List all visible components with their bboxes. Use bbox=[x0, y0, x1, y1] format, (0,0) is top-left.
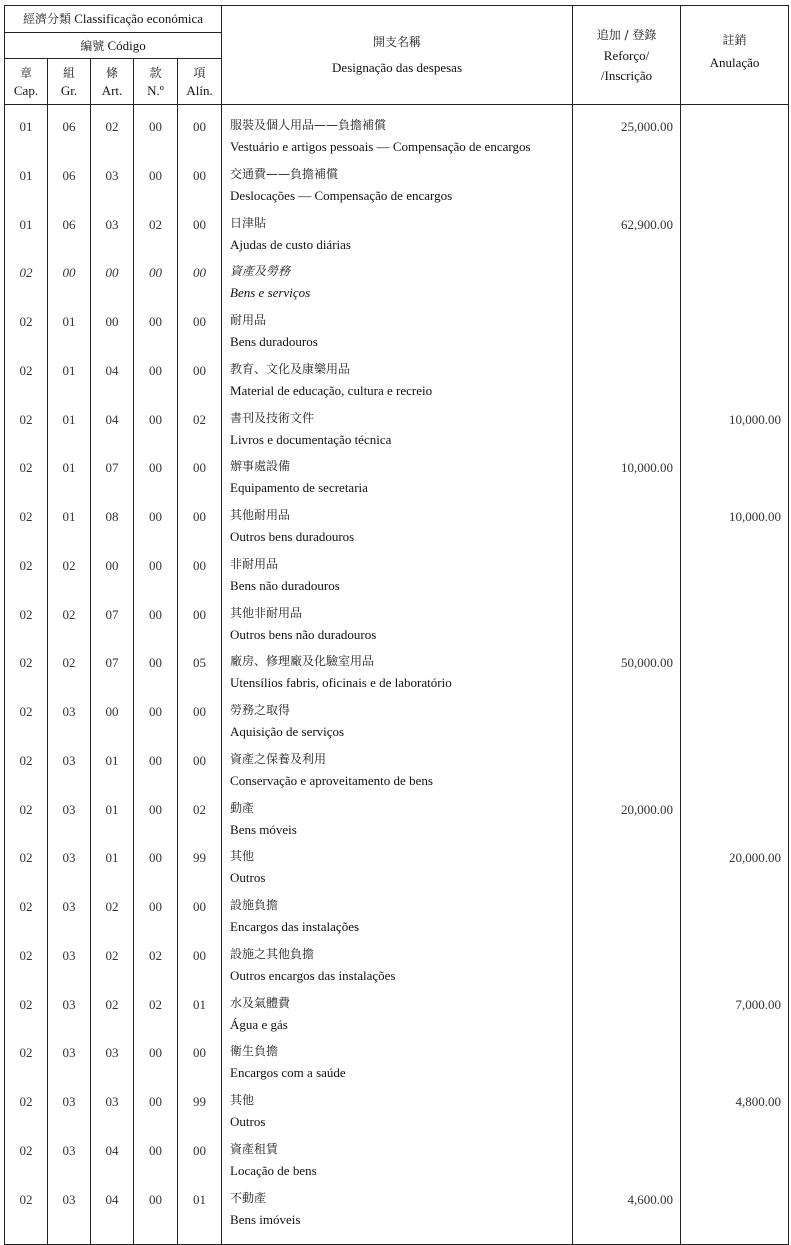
code-gr: 02 bbox=[48, 553, 91, 602]
code-col-header-alin bbox=[178, 59, 222, 105]
designation-cell bbox=[222, 309, 573, 358]
code-gr: 06 bbox=[48, 212, 91, 261]
table-row bbox=[5, 553, 789, 602]
reforco-amount bbox=[573, 504, 681, 553]
code-cap: 02 bbox=[5, 1187, 48, 1236]
code-alin: 00 bbox=[178, 748, 222, 797]
code-n: 00 bbox=[134, 114, 178, 163]
code-alin: 00 bbox=[178, 163, 222, 212]
anulacao-amount bbox=[681, 943, 789, 992]
anulacao-amount bbox=[681, 1040, 789, 1089]
code-n: 00 bbox=[134, 163, 178, 212]
code-gr: 01 bbox=[48, 309, 91, 358]
designation-zh: 教育、文化及康樂用品 bbox=[230, 361, 351, 376]
designation-pt: Bens móveis bbox=[230, 821, 297, 837]
code-cap: 02 bbox=[5, 358, 48, 407]
anulacao-amount: 20,000.00 bbox=[681, 845, 789, 894]
reforco-amount bbox=[573, 1138, 681, 1187]
anulacao-amount bbox=[681, 699, 789, 748]
code-art: 04 bbox=[91, 1138, 134, 1187]
code-gr: 06 bbox=[48, 114, 91, 163]
reforco-header bbox=[573, 6, 681, 105]
designation-zh: 動產 bbox=[230, 800, 255, 815]
code-col-pt: Gr. bbox=[60, 82, 78, 98]
code-cap: 02 bbox=[5, 1138, 48, 1187]
code-art: 07 bbox=[91, 455, 134, 504]
table-row bbox=[5, 1187, 789, 1236]
designation-pt: Outros bbox=[230, 1114, 266, 1129]
designation-pt: Designação das despesas bbox=[332, 60, 463, 75]
code-n: 00 bbox=[134, 1187, 178, 1236]
designation-zh: 非耐用品 bbox=[230, 556, 279, 571]
reforco-amount: 4,600.00 bbox=[573, 1187, 681, 1236]
designation-cell bbox=[222, 650, 573, 699]
anulacao-amount: 7,000.00 bbox=[681, 992, 789, 1041]
designation-zh: 勞務之取得 bbox=[230, 703, 291, 717]
anulacao-amount: 10,000.00 bbox=[681, 407, 789, 456]
designation-cell bbox=[222, 797, 573, 846]
reforco-amount bbox=[573, 699, 681, 748]
designation-pt: Outros bbox=[230, 870, 266, 886]
code-n: 00 bbox=[134, 894, 178, 943]
code-gr: 03 bbox=[48, 1138, 91, 1187]
code-alin: 00 bbox=[178, 212, 222, 261]
code-col-pt: Cap. bbox=[13, 82, 39, 98]
anulacao-amount: 10,000.00 bbox=[681, 504, 789, 553]
code-cap: 01 bbox=[5, 212, 48, 261]
table-row bbox=[5, 699, 789, 748]
code-n: 00 bbox=[134, 1138, 178, 1187]
table-row bbox=[5, 309, 789, 358]
code-col-zh: 章 bbox=[19, 65, 32, 80]
designation-cell bbox=[222, 894, 573, 943]
code-gr: 06 bbox=[48, 163, 91, 212]
table-row bbox=[5, 943, 789, 992]
designation-zh: 其他 bbox=[230, 1093, 255, 1107]
designation-zh: 書刊及技術文件 bbox=[230, 410, 315, 425]
designation-pt: Outros bens duradouros bbox=[230, 529, 355, 544]
code-n: 00 bbox=[134, 260, 178, 309]
code-art: 00 bbox=[91, 699, 134, 748]
code-n: 00 bbox=[134, 553, 178, 602]
reforco-zh: 追加 / 登錄 bbox=[596, 27, 657, 42]
code-n: 00 bbox=[134, 407, 178, 456]
code-cap: 02 bbox=[5, 504, 48, 553]
designation-pt: Bens imóveis bbox=[230, 1211, 301, 1227]
code-col-pt: Alín. bbox=[186, 82, 213, 98]
anulacao-amount bbox=[681, 1187, 789, 1236]
reforco-pt1: Reforço/ bbox=[603, 47, 650, 63]
table-row bbox=[5, 212, 789, 261]
code-n: 00 bbox=[134, 504, 178, 553]
code-gr: 03 bbox=[48, 699, 91, 748]
code-gr: 03 bbox=[48, 1089, 91, 1138]
designation-zh: 辦事處設備 bbox=[230, 459, 291, 474]
designation-pt: Utensílios fabris, oficinais e de laboratório bbox=[230, 675, 452, 691]
anulacao-amount bbox=[681, 309, 789, 358]
reforco-pt2: /Inscrição bbox=[600, 67, 653, 83]
anulacao-amount bbox=[681, 748, 789, 797]
code-gr: 03 bbox=[48, 943, 91, 992]
designation-zh: 開支名稱 bbox=[373, 35, 422, 49]
designation-cell bbox=[222, 1040, 573, 1089]
code-col-header-gr bbox=[48, 59, 91, 105]
code-alin: 99 bbox=[178, 845, 222, 894]
code-gr: 03 bbox=[48, 845, 91, 894]
designation-zh: 廠房、修理廠及化驗室用品 bbox=[230, 654, 375, 669]
designation-zh: 資產及勞務 bbox=[230, 264, 291, 279]
reforco-amount bbox=[573, 943, 681, 992]
code-art: 00 bbox=[91, 260, 134, 309]
code-n: 00 bbox=[134, 845, 178, 894]
code-col-zh: 條 bbox=[105, 65, 118, 80]
code-gr: 02 bbox=[48, 650, 91, 699]
anulacao-amount bbox=[681, 114, 789, 163]
reforco-amount bbox=[573, 748, 681, 797]
code-art: 00 bbox=[91, 553, 134, 602]
designation-pt: Outros bens não duradouros bbox=[230, 626, 377, 642]
table-row bbox=[5, 260, 789, 309]
reforco-amount: 62,900.00 bbox=[573, 212, 681, 261]
code-cap: 02 bbox=[5, 1040, 48, 1089]
code-cap: 02 bbox=[5, 748, 48, 797]
reforco-amount bbox=[573, 1089, 681, 1138]
code-alin: 01 bbox=[178, 992, 222, 1041]
code-alin: 99 bbox=[178, 1089, 222, 1138]
designation-cell bbox=[222, 358, 573, 407]
code-alin: 02 bbox=[178, 797, 222, 846]
reforco-amount bbox=[573, 992, 681, 1041]
code-art: 00 bbox=[91, 309, 134, 358]
code-cap: 02 bbox=[5, 845, 48, 894]
code-cap: 02 bbox=[5, 699, 48, 748]
code-cap: 02 bbox=[5, 797, 48, 846]
table-row bbox=[5, 1089, 789, 1138]
designation-cell bbox=[222, 1187, 573, 1236]
code-cap: 02 bbox=[5, 650, 48, 699]
code-art: 02 bbox=[91, 114, 134, 163]
designation-zh: 水及氣體費 bbox=[230, 995, 291, 1010]
code-art: 04 bbox=[91, 407, 134, 456]
code-art: 03 bbox=[91, 1040, 134, 1089]
code-art: 02 bbox=[91, 943, 134, 992]
designation-cell bbox=[222, 260, 573, 309]
reforco-amount: 10,000.00 bbox=[573, 455, 681, 504]
code-cap: 02 bbox=[5, 455, 48, 504]
econ-class-header bbox=[5, 6, 222, 33]
code-alin: 00 bbox=[178, 553, 222, 602]
code-alin: 00 bbox=[178, 358, 222, 407]
code-art: 01 bbox=[91, 797, 134, 846]
budget-sheet bbox=[4, 5, 788, 1227]
designation-zh: 耐用品 bbox=[230, 313, 267, 327]
table-row bbox=[5, 407, 789, 456]
code-art: 02 bbox=[91, 894, 134, 943]
code-col-header-n bbox=[134, 59, 178, 105]
code-n: 00 bbox=[134, 748, 178, 797]
designation-zh: 交通費——負擔補償 bbox=[230, 166, 339, 181]
designation-zh: 設施之其他負擔 bbox=[230, 946, 315, 961]
anulacao-amount bbox=[681, 212, 789, 261]
econ-class-pt: Classificação económica bbox=[74, 11, 204, 26]
designation-zh: 資產之保養及利用 bbox=[230, 751, 327, 766]
budget-table bbox=[4, 5, 789, 1245]
code-gr: 01 bbox=[48, 504, 91, 553]
code-art: 01 bbox=[91, 845, 134, 894]
designation-cell bbox=[222, 699, 573, 748]
anulacao-pt: Anulação bbox=[709, 55, 760, 70]
code-gr: 03 bbox=[48, 1040, 91, 1089]
code-cap: 02 bbox=[5, 894, 48, 943]
table-row bbox=[5, 992, 789, 1041]
anulacao-amount bbox=[681, 650, 789, 699]
designation-zh: 衛生負擔 bbox=[230, 1044, 279, 1059]
code-alin: 00 bbox=[178, 894, 222, 943]
code-col-pt: N.º bbox=[147, 82, 164, 98]
code-gr: 03 bbox=[48, 992, 91, 1041]
table-row bbox=[5, 894, 789, 943]
code-cap: 02 bbox=[5, 943, 48, 992]
table-row bbox=[5, 455, 789, 504]
code-col-header-art bbox=[91, 59, 134, 105]
code-art: 04 bbox=[91, 1187, 134, 1236]
code-group-header bbox=[5, 33, 222, 59]
code-n: 00 bbox=[134, 1040, 178, 1089]
code-gr: 01 bbox=[48, 407, 91, 456]
designation-zh: 資產租賃 bbox=[230, 1141, 279, 1156]
code-n: 00 bbox=[134, 699, 178, 748]
designation-pt: Encargos das instalações bbox=[230, 919, 360, 934]
designation-cell bbox=[222, 1089, 573, 1138]
designation-pt: Aquisição de serviços bbox=[230, 724, 345, 739]
designation-zh: 設施負擔 bbox=[230, 898, 279, 912]
designation-zh: 其他 bbox=[230, 849, 255, 864]
code-art: 02 bbox=[91, 992, 134, 1041]
code-alin: 00 bbox=[178, 602, 222, 651]
code-gr: 03 bbox=[48, 894, 91, 943]
code-group-zh: 編號 bbox=[80, 38, 105, 53]
reforco-amount bbox=[573, 260, 681, 309]
code-gr: 01 bbox=[48, 455, 91, 504]
designation-cell bbox=[222, 748, 573, 797]
reforco-amount bbox=[573, 309, 681, 358]
anulacao-amount bbox=[681, 260, 789, 309]
econ-class-zh: 經濟分類 bbox=[22, 12, 71, 26]
code-alin: 00 bbox=[178, 1040, 222, 1089]
code-n: 02 bbox=[134, 992, 178, 1041]
designation-cell bbox=[222, 114, 573, 163]
code-art: 03 bbox=[91, 163, 134, 212]
code-art: 07 bbox=[91, 602, 134, 651]
designation-cell bbox=[222, 943, 573, 992]
code-cap: 02 bbox=[5, 407, 48, 456]
code-art: 03 bbox=[91, 1089, 134, 1138]
designation-pt: Material de educação, cultura e recreio bbox=[230, 382, 433, 398]
code-alin: 02 bbox=[178, 407, 222, 456]
reforco-amount bbox=[573, 358, 681, 407]
anulacao-amount bbox=[681, 797, 789, 846]
code-n: 00 bbox=[134, 309, 178, 358]
designation-pt: Equipamento de secretaria bbox=[230, 480, 368, 496]
code-gr: 03 bbox=[48, 797, 91, 846]
code-group-pt: Código bbox=[107, 37, 146, 53]
designation-pt: Encargos com a saúde bbox=[230, 1065, 346, 1081]
designation-pt: Bens não duradouros bbox=[230, 577, 340, 593]
code-n: 00 bbox=[134, 797, 178, 846]
code-alin: 01 bbox=[178, 1187, 222, 1236]
code-n: 02 bbox=[134, 943, 178, 992]
code-alin: 05 bbox=[178, 650, 222, 699]
code-alin: 00 bbox=[178, 309, 222, 358]
designation-cell bbox=[222, 212, 573, 261]
code-art: 03 bbox=[91, 212, 134, 261]
code-cap: 02 bbox=[5, 1089, 48, 1138]
code-col-zh: 項 bbox=[193, 65, 206, 80]
code-cap: 02 bbox=[5, 602, 48, 651]
code-n: 00 bbox=[134, 455, 178, 504]
code-art: 08 bbox=[91, 504, 134, 553]
code-gr: 01 bbox=[48, 358, 91, 407]
code-alin: 00 bbox=[178, 504, 222, 553]
table-row bbox=[5, 602, 789, 651]
anulacao-amount bbox=[681, 358, 789, 407]
table-row bbox=[5, 114, 789, 163]
designation-pt: Outros encargos das instalações bbox=[230, 967, 396, 983]
code-alin: 00 bbox=[178, 455, 222, 504]
code-n: 00 bbox=[134, 1089, 178, 1138]
anulacao-header bbox=[681, 6, 789, 105]
anulacao-amount bbox=[681, 553, 789, 602]
code-cap: 02 bbox=[5, 553, 48, 602]
code-cap: 02 bbox=[5, 260, 48, 309]
designation-cell bbox=[222, 1138, 573, 1187]
anulacao-amount bbox=[681, 602, 789, 651]
designation-cell bbox=[222, 553, 573, 602]
table-row bbox=[5, 504, 789, 553]
code-col-pt: Art. bbox=[101, 82, 123, 98]
code-gr: 02 bbox=[48, 602, 91, 651]
reforco-amount: 50,000.00 bbox=[573, 650, 681, 699]
code-alin: 00 bbox=[178, 699, 222, 748]
designation-pt: Bens e serviços bbox=[230, 285, 311, 301]
reforco-amount bbox=[573, 845, 681, 894]
designation-zh: 不動產 bbox=[230, 1190, 267, 1205]
code-n: 00 bbox=[134, 650, 178, 699]
designation-header bbox=[222, 6, 573, 105]
designation-pt: Livros e documentação técnica bbox=[230, 431, 392, 447]
code-alin: 00 bbox=[178, 260, 222, 309]
code-gr: 00 bbox=[48, 260, 91, 309]
designation-cell bbox=[222, 845, 573, 894]
designation-cell bbox=[222, 163, 573, 212]
reforco-amount: 25,000.00 bbox=[573, 114, 681, 163]
designation-cell bbox=[222, 504, 573, 553]
designation-pt: Bens duradouros bbox=[230, 334, 318, 349]
designation-pt: Deslocações — Compensação de encargos bbox=[230, 187, 453, 203]
code-alin: 00 bbox=[178, 943, 222, 992]
reforco-amount bbox=[573, 163, 681, 212]
reforco-amount bbox=[573, 553, 681, 602]
designation-cell bbox=[222, 455, 573, 504]
table-row bbox=[5, 358, 789, 407]
code-alin: 00 bbox=[178, 1138, 222, 1187]
designation-zh: 其他非耐用品 bbox=[230, 605, 303, 620]
code-alin: 00 bbox=[178, 114, 222, 163]
table-row bbox=[5, 1040, 789, 1089]
code-col-zh: 款 bbox=[149, 65, 162, 80]
code-gr: 03 bbox=[48, 1187, 91, 1236]
designation-pt: Água e gás bbox=[230, 1016, 288, 1032]
code-art: 04 bbox=[91, 358, 134, 407]
designation-pt: Ajudas de custo diárias bbox=[230, 236, 351, 252]
code-art: 01 bbox=[91, 748, 134, 797]
designation-zh: 其他耐用品 bbox=[230, 508, 291, 522]
anulacao-zh: 註銷 bbox=[722, 33, 747, 47]
code-cap: 02 bbox=[5, 992, 48, 1041]
anulacao-amount: 4,800.00 bbox=[681, 1089, 789, 1138]
code-col-header-cap bbox=[5, 59, 48, 105]
code-cap: 02 bbox=[5, 309, 48, 358]
reforco-amount bbox=[573, 602, 681, 651]
designation-zh: 服裝及個人用品——負擔補償 bbox=[230, 118, 387, 132]
anulacao-amount bbox=[681, 163, 789, 212]
anulacao-amount bbox=[681, 894, 789, 943]
code-n: 00 bbox=[134, 358, 178, 407]
reforco-amount bbox=[573, 1040, 681, 1089]
code-n: 00 bbox=[134, 602, 178, 651]
code-cap: 01 bbox=[5, 114, 48, 163]
designation-pt: Vestuário e artigos pessoais — Compensação de encargos bbox=[230, 139, 531, 154]
reforco-amount bbox=[573, 894, 681, 943]
designation-cell bbox=[222, 407, 573, 456]
table-row bbox=[5, 650, 789, 699]
code-col-zh: 組 bbox=[62, 65, 75, 80]
table-row bbox=[5, 1138, 789, 1187]
code-gr: 03 bbox=[48, 748, 91, 797]
designation-zh: 日津貼 bbox=[230, 215, 267, 230]
designation-pt: Locação de bens bbox=[230, 1162, 317, 1178]
designation-cell bbox=[222, 602, 573, 651]
anulacao-amount bbox=[681, 455, 789, 504]
designation-pt: Conservação e aproveitamento de bens bbox=[230, 772, 433, 788]
table-row bbox=[5, 748, 789, 797]
reforco-amount: 20,000.00 bbox=[573, 797, 681, 846]
table-row bbox=[5, 797, 789, 846]
designation-cell bbox=[222, 992, 573, 1041]
reforco-amount bbox=[573, 407, 681, 456]
anulacao-amount bbox=[681, 1138, 789, 1187]
code-n: 02 bbox=[134, 212, 178, 261]
table-row bbox=[5, 163, 789, 212]
code-art: 07 bbox=[91, 650, 134, 699]
table-row bbox=[5, 845, 789, 894]
code-cap: 01 bbox=[5, 163, 48, 212]
